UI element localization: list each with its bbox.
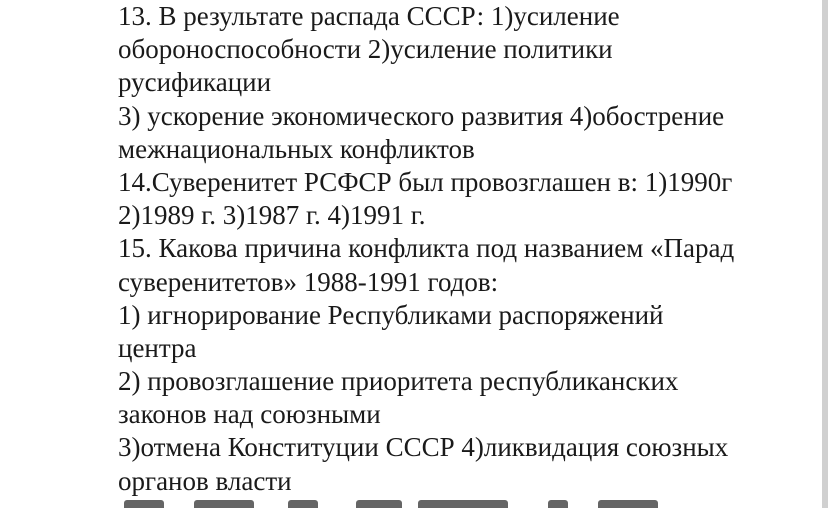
text-line-q15: 15. Какова причина конфликта под названием «Парад [118, 233, 735, 264]
text-line: 2)1989 г. 3)1987 г. 4)1991 г. [118, 200, 426, 231]
text-line: 1) игнорирование Республиками распоряжений [118, 299, 664, 330]
cut-off-next-line [118, 498, 718, 508]
text-line: органов власти [118, 465, 292, 496]
text-line: 3) ускорение экономического развития 4)обострение [118, 100, 725, 131]
text-line-q13: 13. В результате распада СССР: 1)усиление [118, 1, 620, 31]
question-text-block [118, 0, 818, 498]
text-line: 3)отмена Конституции СССР 4)ликвидация союзных [118, 432, 729, 463]
text-line-q14: 14.Суверенитет РСФСР был провозглашен в: 1)1990г [118, 166, 733, 197]
text-line: центра [118, 332, 197, 363]
text-line: законов над союзными [118, 399, 381, 430]
text-line: 2) провозглашение приоритета республиканских [118, 366, 679, 397]
text-line: суверенитетов» 1988-1991 годов: [118, 266, 499, 297]
text-line: обороноспособности 2)усиление политики [118, 34, 613, 65]
text-line: русификации [118, 67, 272, 98]
text-line: межнациональных конфликтов [118, 133, 475, 164]
page-edge-shadow [822, 0, 828, 508]
